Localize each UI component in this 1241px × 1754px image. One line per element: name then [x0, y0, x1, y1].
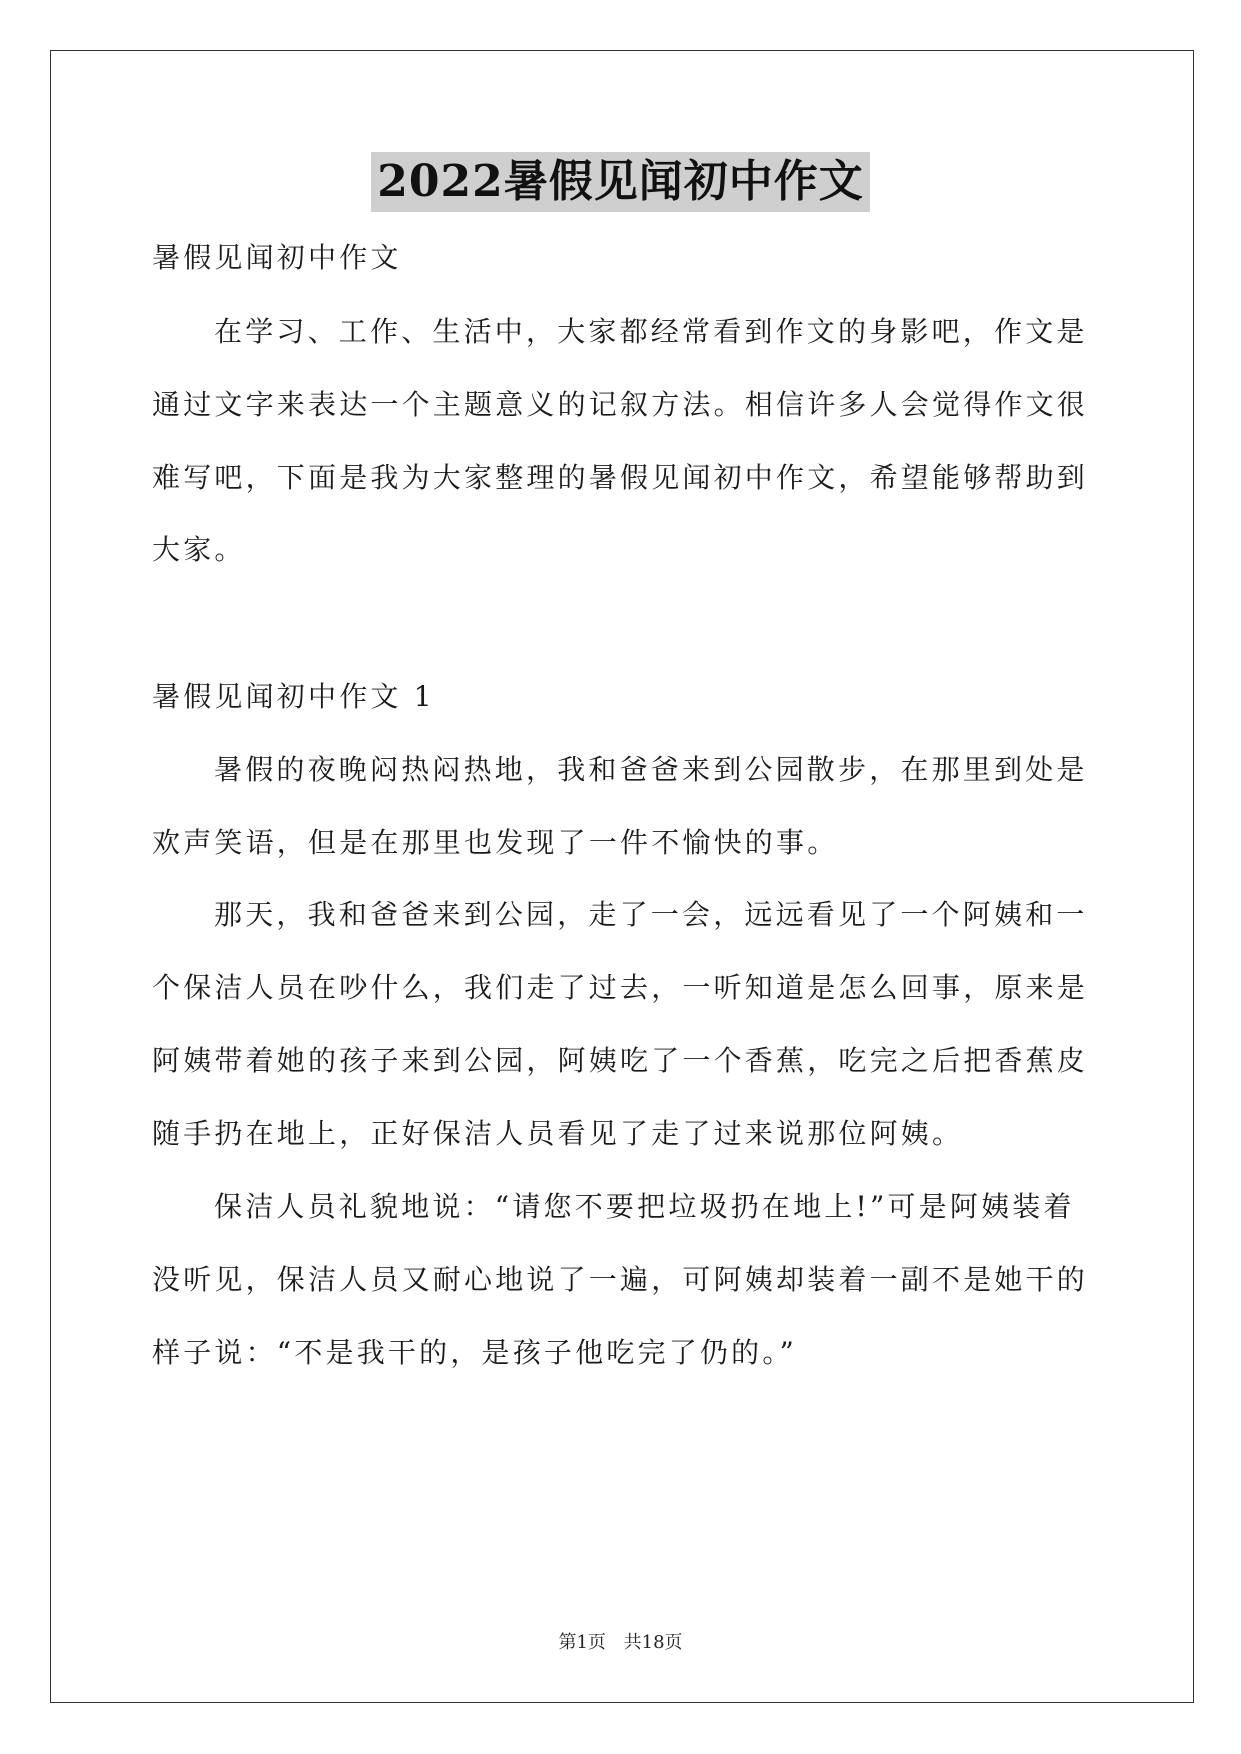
page-border — [50, 50, 1194, 1703]
paragraph-line: 阿姨带着她的孩子来到公园，阿姨吃了一个香蕉，吃完之后把香蕉皮 — [152, 1044, 1089, 1077]
paragraph-line: 大家。 — [152, 533, 246, 566]
paragraph-line: 没听见，保洁人员又耐心地说了一遍，可阿姨却装着一副不是她干的 — [152, 1263, 1089, 1296]
paragraph-line: 难写吧，下面是我为大家整理的暑假见闻初中作文，希望能够帮助到 — [152, 461, 1089, 494]
page-footer — [0, 1628, 1241, 1654]
paragraph-line: 那天，我和爸爸来到公园，走了一会，远远看见了一个阿姨和一 — [214, 898, 1088, 931]
section-heading: 暑假见闻初中作文 1 — [152, 680, 435, 713]
document-title: 2022暑假见闻初中作文 — [371, 152, 869, 212]
paragraph-line: 通过文字来表达一个主题意义的记叙方法。相信许多人会觉得作文很 — [152, 388, 1089, 421]
paragraph-line: 保洁人员礼貌地说：“请您不要把垃圾扔在地上!”可是阿姨装着 — [214, 1190, 1075, 1223]
paragraph-line: 在学习、工作、生活中，大家都经常看到作文的身影吧，作文是 — [214, 315, 1088, 348]
paragraph-line: 欢声笑语，但是在那里也发现了一件不愉快的事。 — [152, 826, 839, 859]
subtitle-heading: 暑假见闻初中作文 — [152, 241, 402, 274]
page-total: 共18页 — [623, 1632, 683, 1653]
page-number: 第1页 — [558, 1632, 606, 1653]
title-container — [0, 152, 1241, 212]
paragraph-line: 随手扔在地上，正好保洁人员看见了走了过来说那位阿姨。 — [152, 1117, 964, 1150]
paragraph-line: 暑假的夜晚闷热闷热地，我和爸爸来到公园散步，在那里到处是 — [214, 753, 1088, 786]
paragraph-line: 个保洁人员在吵什么，我们走了过去，一听知道是怎么回事，原来是 — [152, 971, 1089, 1004]
paragraph-line: 样子说：“不是我干的，是孩子他吃完了仍的。” — [152, 1336, 798, 1369]
